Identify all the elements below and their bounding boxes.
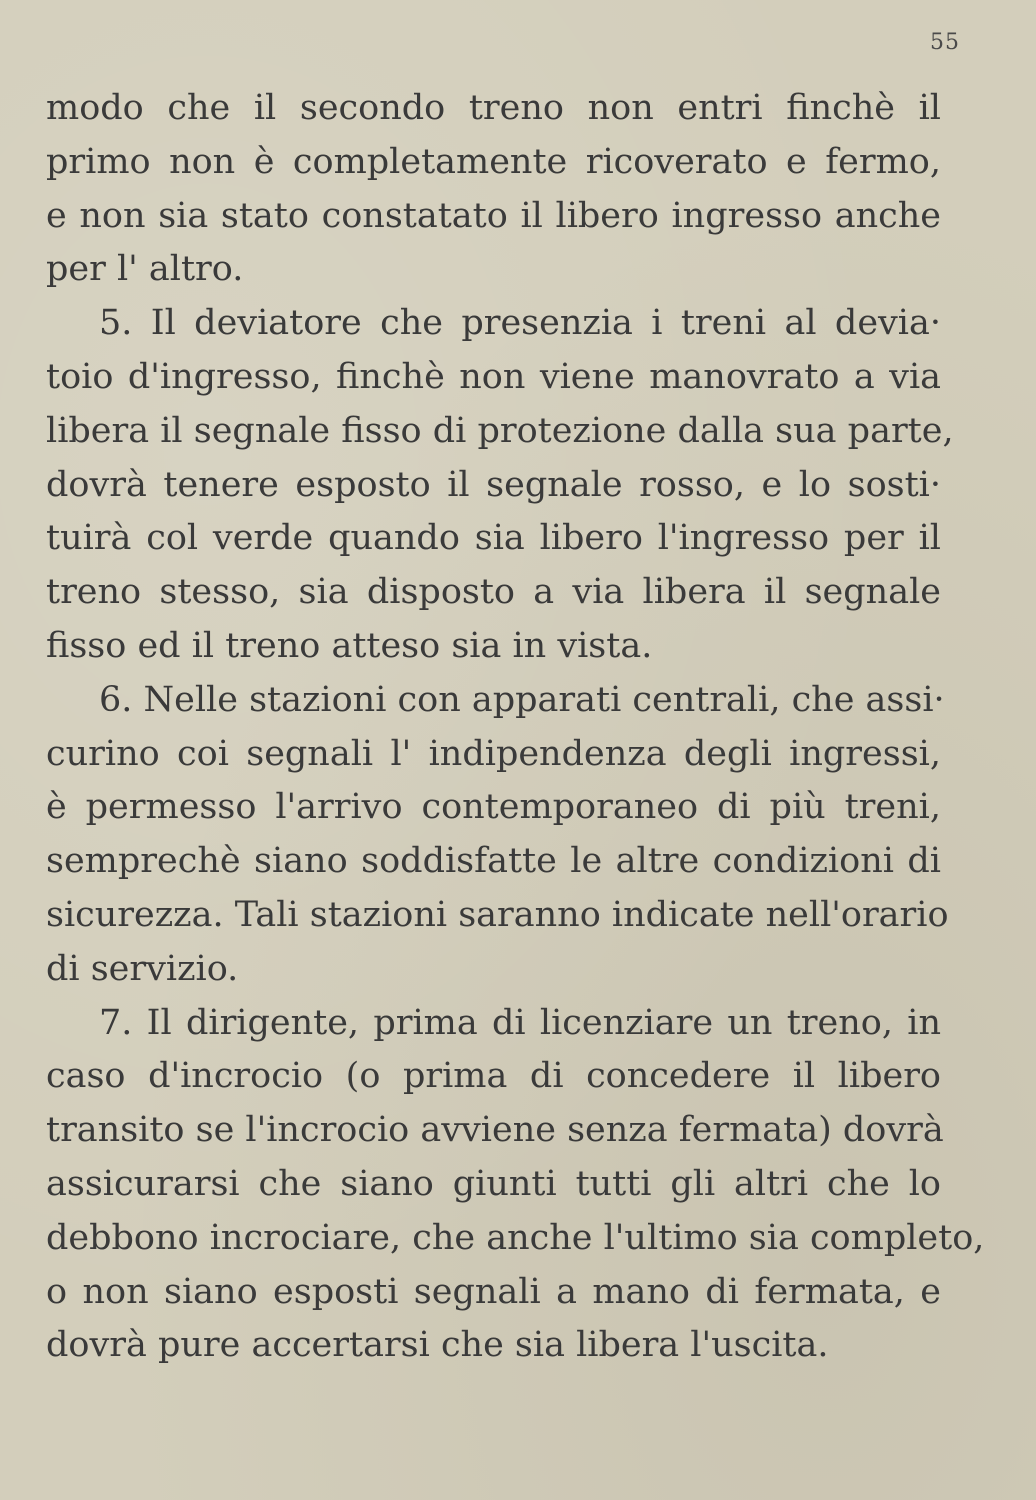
- text-line: 5. Il deviatore che presenzia i treni al devia·: [99, 303, 941, 344]
- text-line: libera il segnale fisso di protezione dalla sua parte,: [46, 410, 954, 451]
- text-line: curino coi segnali l' indipendenza degli ingressi,: [46, 733, 941, 774]
- text-line: caso d'incrocio (o prima di concedere il libero: [46, 1056, 941, 1097]
- page-number: 55: [930, 30, 960, 55]
- text-line: e non sia stato constatato il libero ingresso anche: [46, 195, 941, 236]
- text-line: o non siano esposti segnali a mano di fermata, e: [46, 1271, 941, 1312]
- text-line: di servizio.: [46, 948, 239, 989]
- text-line: modo che il secondo treno non entri finchè il: [46, 88, 941, 128]
- text-line: primo non è completamente ricoverato e fermo,: [46, 141, 941, 182]
- body-text: [46, 82, 985, 1373]
- text-line: per l' altro.: [46, 249, 244, 290]
- text-line: toio d'ingresso, finchè non viene manovrato a via: [46, 356, 941, 397]
- text-line: dovrà pure accertarsi che sia libera l'uscita.: [46, 1325, 829, 1366]
- text-line: tuirà col verde quando sia libero l'ingresso per il: [46, 518, 941, 559]
- text-line: dovrà tenere esposto il segnale rosso, e lo sosti·: [46, 464, 941, 505]
- text-line: treno stesso, sia disposto a via libera il segnale: [46, 572, 941, 613]
- text-line: è permesso l'arrivo contemporaneo di più treni,: [46, 787, 941, 828]
- text-line: sicurezza. Tali stazioni saranno indicate nell'orario: [46, 894, 949, 935]
- text-line: 6. Nelle stazioni con apparati centrali, che assi·: [99, 679, 945, 720]
- text-line: assicurarsi che siano giunti tutti gli altri che lo: [46, 1163, 941, 1204]
- text-line: semprechè siano soddisfatte le altre condizioni di: [46, 841, 941, 882]
- text-line: fisso ed il treno atteso sia in vista.: [46, 625, 653, 666]
- text-line: 7. Il dirigente, prima di licenziare un treno, in: [99, 1002, 941, 1043]
- text-line: transito se l'incrocio avviene senza fermata) dovrà: [46, 1110, 944, 1151]
- text-line: debbono incrociare, che anche l'ultimo sia completo,: [46, 1217, 985, 1258]
